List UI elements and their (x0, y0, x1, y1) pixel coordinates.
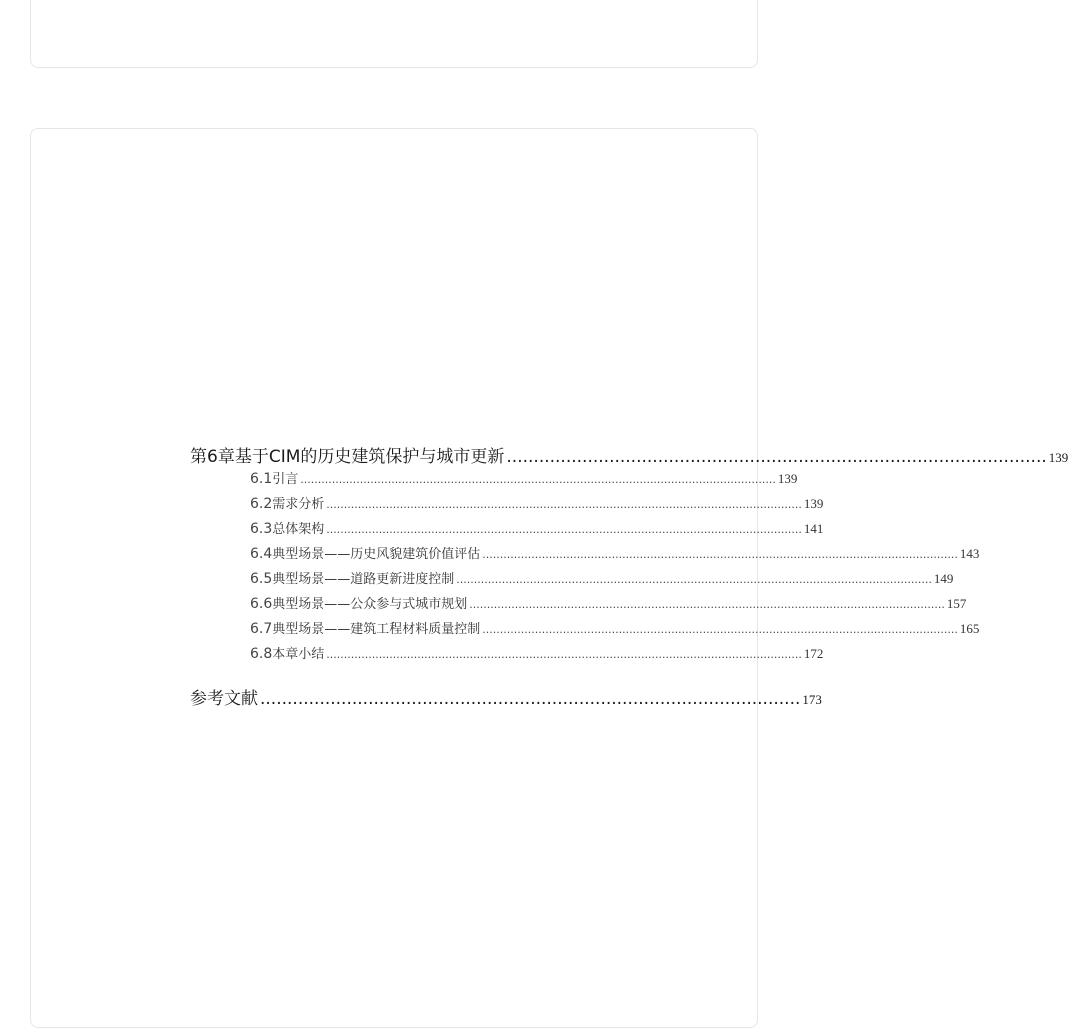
section-number: 6.4 (250, 546, 273, 562)
section-title: 典型场景——道路更新进度控制 (272, 572, 455, 587)
section-page: 143 (959, 546, 980, 561)
leader-dots: ........................................................................................................................................ (469, 598, 945, 611)
section-number: 6.2 (250, 496, 273, 512)
section-page: 139 (777, 471, 798, 486)
section-page: 165 (959, 621, 980, 636)
section-number: 6.6 (250, 596, 273, 612)
leader-dots: ........................................................................................................................................ (482, 548, 958, 561)
section-page: 141 (803, 521, 824, 536)
section-number: 6.8 (250, 646, 273, 662)
section-title: 需求分析 (272, 497, 325, 512)
leader-dots: ........................................................................................................................................ (326, 523, 802, 536)
toc-section-entry[interactable] (190, 468, 798, 493)
leader-dots: ........................................................................................................................................ (326, 498, 802, 511)
references-page: 173 (802, 692, 822, 707)
references-title: 参考文献 (190, 689, 258, 709)
section-number: 6.5 (250, 571, 273, 587)
leader-dots: ........................................................................................................................................ (326, 648, 802, 661)
section-page: 172 (803, 646, 824, 661)
table-of-contents (190, 442, 1068, 710)
section-title: 引言 (272, 472, 299, 487)
section-number: 6.1 (250, 471, 273, 487)
section-title: 典型场景——公众参与式城市规划 (272, 597, 468, 612)
toc-section-entry[interactable] (190, 518, 824, 543)
section-title: 典型场景——历史风貌建筑价值评估 (272, 547, 481, 562)
leader-dots: .................................................................................................... (506, 447, 1047, 467)
toc-section-entry[interactable] (190, 568, 954, 593)
section-title: 典型场景——建筑工程材料质量控制 (272, 622, 481, 637)
leader-dots: ........................................................................................................................................ (300, 473, 776, 486)
toc-section-entry[interactable] (190, 618, 980, 643)
leader-dots: ........................................................................................................................................ (456, 573, 932, 586)
chapter-title: 基于CIM的历史建筑保护与城市更新 (234, 447, 505, 467)
toc-section-entry[interactable] (190, 643, 824, 668)
section-page: 149 (933, 571, 954, 586)
section-page: 139 (803, 496, 824, 511)
section-number: 6.3 (250, 521, 273, 537)
section-number: 6.7 (250, 621, 273, 637)
leader-dots: .................................................................................................... (260, 689, 801, 709)
previous-page-card (30, 0, 758, 68)
toc-section-entry[interactable] (190, 493, 824, 518)
toc-section-entry[interactable] (190, 593, 967, 618)
leader-dots: ........................................................................................................................................ (482, 623, 958, 636)
toc-chapter-entry[interactable] (190, 442, 1068, 468)
toc-references-entry[interactable] (190, 684, 822, 710)
section-page: 157 (946, 596, 967, 611)
chapter-page: 139 (1048, 450, 1068, 465)
section-title: 本章小结 (272, 647, 325, 662)
chapter-number: 第6章 (190, 447, 235, 467)
section-title: 总体架构 (272, 522, 325, 537)
toc-section-entry[interactable] (190, 543, 980, 568)
